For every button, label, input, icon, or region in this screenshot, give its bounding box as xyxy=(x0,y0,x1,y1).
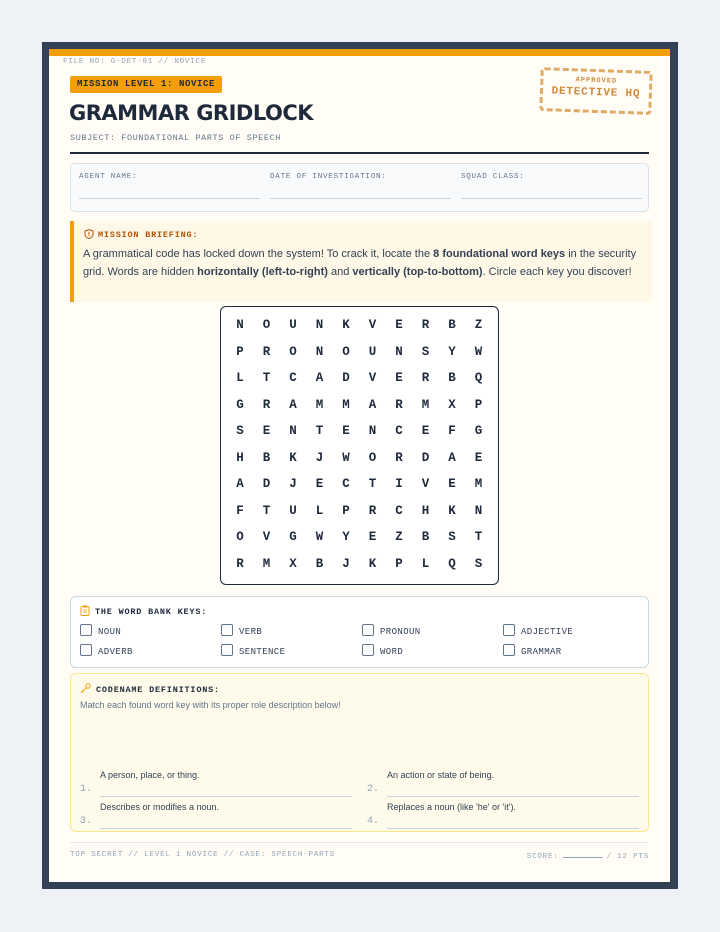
grid-letter-cell[interactable]: F xyxy=(448,424,456,438)
grid-letter-cell[interactable]: P xyxy=(342,503,350,518)
definition-answer-line[interactable] xyxy=(100,796,352,797)
briefing-text-2: in the security grid. Words are hidden xyxy=(83,248,637,278)
grid-letter-cell[interactable]: W xyxy=(315,530,324,544)
definition-number: 3. xyxy=(80,816,93,827)
grid-letter-cell[interactable]: A xyxy=(368,397,377,412)
agent-info-box xyxy=(70,163,649,212)
grid-letter-cell[interactable]: L xyxy=(315,503,324,518)
grid-letter-cell[interactable]: B xyxy=(448,371,456,385)
grid-letter-cell[interactable]: J xyxy=(289,477,297,491)
grid-letter-cell[interactable]: T xyxy=(368,477,377,491)
header-divider xyxy=(70,152,649,154)
grid-letter-cell[interactable]: T xyxy=(474,530,483,544)
grid-letter-cell[interactable]: R xyxy=(421,371,430,385)
word-bank-item[interactable] xyxy=(503,624,573,638)
grid-letter-cell[interactable]: O xyxy=(236,530,244,544)
worksheet-page xyxy=(49,49,670,882)
grid-letter-cell[interactable]: K xyxy=(448,503,456,518)
grid-letter-cell[interactable]: O xyxy=(262,318,271,332)
clipboard-icon xyxy=(80,605,90,616)
mission-briefing xyxy=(70,221,652,302)
grid-letter-cell[interactable]: N xyxy=(289,424,297,438)
definition-item xyxy=(80,802,346,840)
word-bank-item[interactable] xyxy=(362,644,403,658)
briefing-text xyxy=(83,246,643,281)
grid-letter-cell[interactable]: E xyxy=(421,424,430,438)
definition-text: An action or state of being. xyxy=(387,770,495,780)
grid-letter-cell[interactable]: L xyxy=(421,556,430,571)
grid-letter-cell[interactable]: M xyxy=(342,397,350,412)
checkbox[interactable] xyxy=(503,624,515,636)
grid-letter-cell[interactable]: O xyxy=(289,344,297,359)
grid-letter-cell[interactable]: T xyxy=(262,503,271,518)
codename-definitions xyxy=(70,673,649,832)
grid-letter-cell[interactable]: Y xyxy=(342,530,350,544)
grid-letter-cell[interactable]: C xyxy=(395,424,403,438)
accent-bar xyxy=(49,49,670,56)
grid-letter-cell[interactable]: M xyxy=(421,397,430,412)
word-bank-label: WORD xyxy=(380,647,404,657)
score-blank[interactable] xyxy=(563,851,603,858)
checkbox[interactable] xyxy=(362,644,374,656)
briefing-bold-1: 8 foundational word keys xyxy=(433,248,566,260)
checkbox[interactable] xyxy=(221,644,233,656)
grid-letter-cell[interactable]: E xyxy=(368,530,377,544)
shield-icon xyxy=(84,229,94,239)
word-bank-label: GRAMMAR xyxy=(521,647,562,657)
grid-letter-cell[interactable]: A xyxy=(236,477,244,491)
word-bank-label: NOUN xyxy=(98,627,122,637)
subject-line: SUBJECT: FOUNDATIONAL PARTS OF SPEECH xyxy=(70,133,281,143)
word-bank-item[interactable] xyxy=(80,644,133,658)
briefing-text-1: A grammatical code has locked down the system! To crack it, locate the xyxy=(83,248,434,260)
grid-letter-cell[interactable]: S xyxy=(421,344,430,359)
word-bank-label: VERB xyxy=(239,627,263,637)
worksheet-frame xyxy=(42,42,678,889)
word-bank-item[interactable] xyxy=(503,644,562,658)
grid-letter-cell[interactable]: D xyxy=(342,371,350,385)
definition-text: Replaces a noun (like 'he' or 'it'). xyxy=(387,802,516,812)
grid-letter-cell[interactable]: I xyxy=(395,477,403,491)
date-field[interactable] xyxy=(270,173,451,199)
grid-letter-cell[interactable]: E xyxy=(315,477,324,491)
grid-letter-cell[interactable]: N xyxy=(474,503,483,518)
key-icon xyxy=(80,683,91,693)
grid-letter-cell[interactable]: A xyxy=(289,397,297,412)
grid-letter-cell[interactable]: V xyxy=(368,318,377,332)
grid-letter-cell[interactable]: R xyxy=(368,503,377,518)
agent-name-label: AGENT NAME: xyxy=(79,173,138,181)
grid-letter-cell[interactable]: R xyxy=(395,397,403,412)
grid-letter-cell[interactable]: P xyxy=(395,556,403,571)
grid-letter-cell[interactable]: S xyxy=(448,530,456,544)
checkbox[interactable] xyxy=(221,624,233,636)
grid-letter-cell[interactable]: A xyxy=(315,371,324,385)
grid-letter-cell[interactable]: H xyxy=(421,503,430,518)
definition-answer-line[interactable] xyxy=(387,796,639,797)
definition-text: Describes or modifies a noun. xyxy=(100,802,220,812)
grid-letter-cell[interactable]: K xyxy=(368,556,377,571)
definitions-instruction: Match each found word key with its proper role description below! xyxy=(80,700,341,710)
date-label: DATE OF INVESTIGATION: xyxy=(270,173,387,181)
grid-letter-cell[interactable]: M xyxy=(262,556,271,571)
stamp-top-text: APPROVED xyxy=(575,76,618,86)
agent-name-field[interactable] xyxy=(79,173,260,199)
stamp-main-text: DETECTIVE HQ xyxy=(551,85,641,101)
grid-letter-cell[interactable]: P xyxy=(474,397,483,412)
definitions-heading-text: CODENAME DEFINITIONS: xyxy=(96,685,220,695)
grid-letter-cell[interactable]: Z xyxy=(474,318,483,332)
grid-letter-cell[interactable]: E xyxy=(262,424,271,438)
grid-letter-cell[interactable]: E xyxy=(474,450,483,465)
briefing-text-3: and xyxy=(327,265,353,278)
word-bank-item[interactable] xyxy=(221,644,285,658)
grid-letter-cell[interactable]: E xyxy=(395,371,403,385)
agent-name-line[interactable] xyxy=(79,198,260,199)
grid-letter-cell[interactable]: W xyxy=(342,450,350,465)
grid-letter-cell[interactable]: N xyxy=(236,318,244,332)
grid-letter-cell[interactable]: G xyxy=(236,397,244,412)
briefing-bold-2: horizontally (left-to-right) xyxy=(197,265,328,278)
grid-letter-cell[interactable]: G xyxy=(289,530,297,544)
file-number: FILE NO: G-DET-01 // NOVICE xyxy=(63,58,207,66)
grid-letter-cell[interactable]: R xyxy=(236,556,244,571)
footer-divider xyxy=(70,842,647,843)
date-line[interactable] xyxy=(270,198,451,199)
grid-letter-cell[interactable]: T xyxy=(262,371,271,385)
grid-letter-cell[interactable]: B xyxy=(315,556,324,571)
definition-number: 2. xyxy=(367,784,380,795)
word-bank-item[interactable] xyxy=(362,624,421,638)
squad-class-label: SQUAD CLASS: xyxy=(461,173,525,181)
definition-number: 4. xyxy=(367,816,380,827)
word-bank-label: ADVERB xyxy=(98,647,133,657)
grid-letter-cell[interactable]: R xyxy=(262,397,271,412)
grid-letter-cell[interactable]: P xyxy=(236,344,244,359)
grid-letter-cell[interactable]: N xyxy=(395,344,403,359)
grid-letter-cell[interactable]: K xyxy=(342,318,350,332)
word-bank-label: PRONOUN xyxy=(380,627,421,637)
definition-answer-line[interactable] xyxy=(100,828,352,829)
grid-letter-cell[interactable]: Q xyxy=(474,371,483,385)
checkbox[interactable] xyxy=(362,624,374,636)
squad-class-line[interactable] xyxy=(461,198,642,199)
word-bank-heading xyxy=(80,605,207,617)
score-total: / 12 PTS xyxy=(606,853,649,861)
grid-letter-cell[interactable]: O xyxy=(368,450,377,465)
grid-letter-cell[interactable]: D xyxy=(421,450,430,465)
grid-letter-cell[interactable]: J xyxy=(315,450,324,465)
approved-stamp xyxy=(539,67,652,115)
grid-letter-cell[interactable]: V xyxy=(421,477,430,491)
definition-item xyxy=(367,802,633,840)
checkbox[interactable] xyxy=(80,624,92,636)
grid-letter-cell[interactable]: J xyxy=(342,556,350,571)
grid-letter-cell[interactable]: R xyxy=(421,318,430,332)
grid-letter-cell[interactable]: V xyxy=(262,530,271,544)
briefing-heading-text: MISSION BRIEFING: xyxy=(98,230,199,240)
grid-letter-cell[interactable]: E xyxy=(448,477,456,491)
score-label: SCORE: xyxy=(526,853,559,861)
grid-letter-cell[interactable]: F xyxy=(236,503,244,518)
grid-letter-cell[interactable]: M xyxy=(315,397,324,412)
grid-letter-cell[interactable]: B xyxy=(448,318,456,332)
grid-letter-cell[interactable]: S xyxy=(236,424,244,438)
word-bank-label: SENTENCE xyxy=(239,647,286,657)
word-search-grid[interactable] xyxy=(220,306,499,585)
page-title: GRAMMAR GRIDLOCK xyxy=(69,101,314,125)
grid-letter-cell[interactable]: U xyxy=(289,318,297,332)
grid-letter-cell[interactable]: N xyxy=(315,318,324,332)
grid-letter-cell[interactable]: B xyxy=(421,530,430,544)
grid-letter-cell[interactable]: Y xyxy=(448,344,456,359)
footer-score xyxy=(527,851,649,861)
grid-letter-cell[interactable]: Q xyxy=(448,556,456,571)
word-bank xyxy=(70,596,649,668)
definitions-heading xyxy=(80,683,220,695)
grid-letter-cell[interactable]: T xyxy=(315,424,324,438)
grid-letter-cell[interactable]: B xyxy=(262,450,271,465)
grid-letter-cell[interactable]: N xyxy=(315,344,324,359)
grid-letter-cell[interactable]: X xyxy=(289,556,297,571)
briefing-bold-3: vertically (top-to-bottom) xyxy=(352,265,483,278)
grid-letter-cell[interactable]: M xyxy=(474,477,483,491)
word-bank-heading-text: THE WORD BANK KEYS: xyxy=(95,607,208,617)
briefing-text-4: . Circle each key you discover! xyxy=(482,265,632,278)
grid-letter-cell[interactable]: V xyxy=(368,371,377,385)
grid-letter-cell[interactable]: C xyxy=(395,503,403,518)
grid-letter-cell[interactable]: E xyxy=(395,318,403,332)
checkbox[interactable] xyxy=(503,644,515,656)
definition-text: A person, place, or thing. xyxy=(100,770,200,780)
grid-letter-cell[interactable]: U xyxy=(289,503,297,518)
word-bank-item[interactable] xyxy=(221,624,262,638)
grid-letter-cell[interactable]: H xyxy=(236,450,244,465)
grid-letter-cell[interactable]: G xyxy=(474,424,483,438)
checkbox[interactable] xyxy=(80,644,92,656)
briefing-heading xyxy=(84,229,198,240)
grid-letter-cell[interactable]: E xyxy=(342,424,350,438)
grid-letter-cell[interactable]: R xyxy=(262,344,271,359)
mission-level-badge: MISSION LEVEL 1: NOVICE xyxy=(70,76,222,93)
grid-letter-cell[interactable]: R xyxy=(395,450,403,465)
grid-letter-cell[interactable]: A xyxy=(448,450,456,465)
word-bank-label: ADJECTIVE xyxy=(521,627,574,637)
grid-letter-cell[interactable]: O xyxy=(342,344,350,359)
grid-letter-cell[interactable]: W xyxy=(474,344,483,359)
grid-letter-cell[interactable]: D xyxy=(262,477,271,491)
grid-letter-cell[interactable]: X xyxy=(448,397,456,412)
grid-letter-cell[interactable]: L xyxy=(236,371,244,385)
definition-number: 1. xyxy=(80,784,93,795)
grid-letter-cell[interactable]: Z xyxy=(395,530,403,544)
word-bank-item[interactable] xyxy=(80,624,121,638)
grid-letter-cell[interactable]: K xyxy=(289,450,297,465)
grid-letter-cell[interactable]: U xyxy=(368,344,377,359)
squad-class-field[interactable] xyxy=(461,173,642,199)
grid-letter-cell[interactable]: N xyxy=(368,424,377,438)
definition-answer-line[interactable] xyxy=(387,828,639,829)
grid-letter-cell[interactable]: C xyxy=(342,477,350,491)
grid-letter-cell[interactable]: S xyxy=(474,556,483,571)
footer-case-label: TOP SECRET // LEVEL 1 NOVICE // CASE: SPEECH-PARTS xyxy=(70,851,336,859)
grid-letter-cell[interactable]: C xyxy=(289,371,297,385)
